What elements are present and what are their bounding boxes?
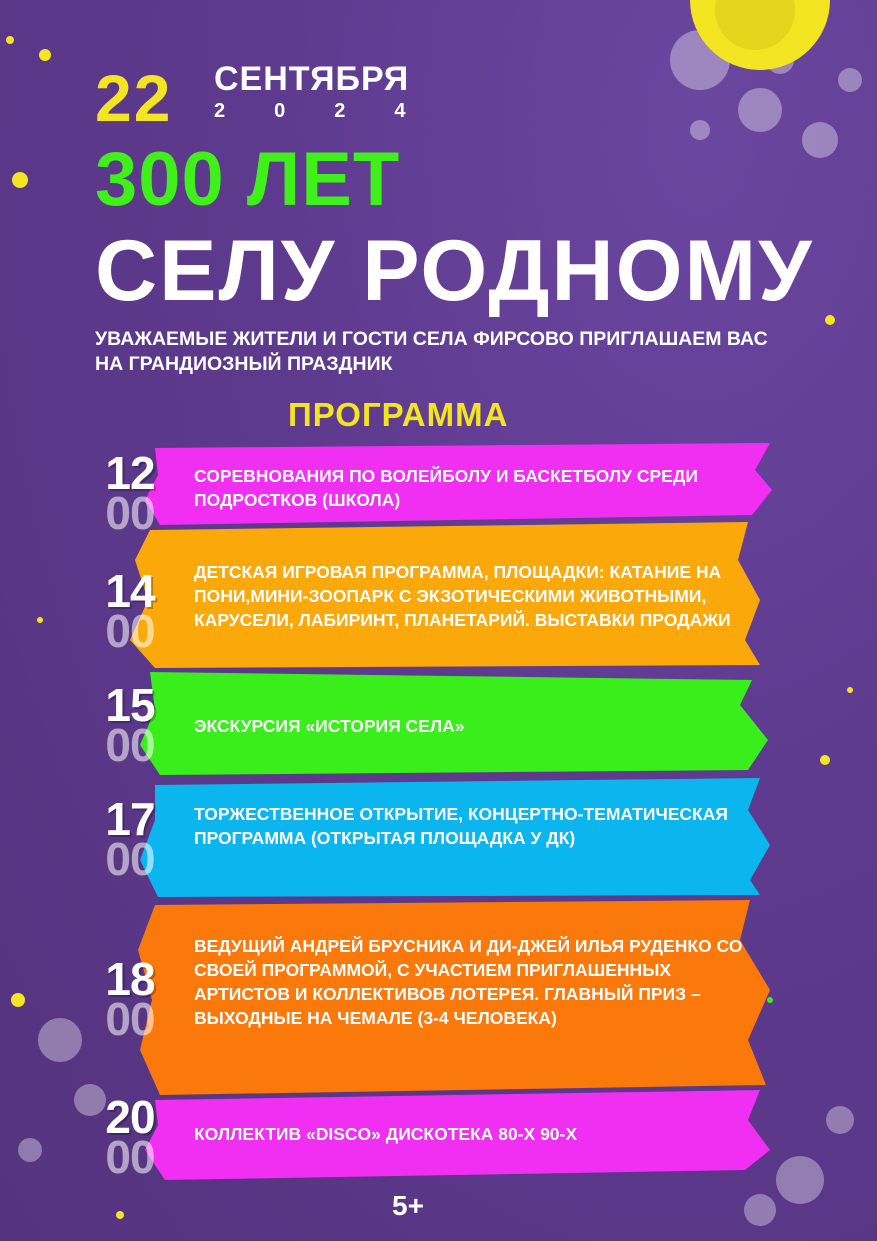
time-hour: 17 — [105, 793, 155, 845]
program-title: ПРОГРАММА — [288, 396, 509, 433]
time-slot-5 — [95, 953, 165, 1045]
time-hour: 12 — [105, 447, 155, 499]
time-slot-4 — [95, 793, 165, 885]
program-item-2: ДЕТСКАЯ ИГРОВАЯ ПРОГРАММА, ПЛОЩАДКИ: КАТАНИЕ НА ПОНИ,МИНИ-ЗООПАРК С ЭКЗОТИЧЕСКИМИ ЖИВОТНЫМИ, КАРУСЕЛИ, ЛАБИРИНТ, ПЛАНЕТАРИЙ. ВЫСТАВКИ ПРОДАЖИ — [194, 562, 731, 630]
time-minutes: 00 — [105, 719, 155, 771]
time-minutes: 00 — [105, 1131, 155, 1183]
program-item-5: ВЕДУЩИЙ АНДРЕЙ БРУСНИКА И ДИ-ДЖЕЙ ИЛЬЯ РУДЕНКО СО СВОЕЙ ПРОГРАММОЙ, С УЧАСТИЕМ ПРИГЛАШЕННЫХ АРТИСТОВ И КОЛЛЕКТИВОВ ЛОТЕРЕЯ. ГЛАВНЫЙ ПРИЗ – ВЫХОДНЫЕ НА ЧЕМАЛЕ (3-4 ЧЕЛОВЕКА) — [194, 936, 743, 1028]
time-slot-2 — [95, 565, 165, 657]
time-slot-3 — [95, 679, 165, 771]
event-year: 2024 — [214, 100, 455, 122]
program-item-1: СОРЕВНОВАНИЯ ПО ВОЛЕЙБОЛУ И БАСКЕТБОЛУ СРЕДИ ПОДРОСТКОВ (ШКОЛА) — [194, 466, 698, 510]
time-hour: 14 — [105, 565, 155, 617]
time-minutes: 00 — [105, 993, 155, 1045]
event-month: СЕНТЯБРЯ — [214, 60, 410, 98]
time-hour: 20 — [105, 1091, 155, 1143]
time-minutes: 00 — [105, 605, 155, 657]
event-day: 22 — [95, 61, 173, 135]
invitation-text: УВАЖАЕМЫЕ ЖИТЕЛИ И ГОСТИ СЕЛА ФИРСОВО ПРИГЛАШАЕМ ВАС НА ГРАНДИОЗНЫЙ ПРАЗДНИК — [95, 328, 768, 375]
time-slot-6 — [95, 1091, 165, 1183]
time-hour: 18 — [105, 953, 155, 1005]
time-slot-1 — [95, 447, 165, 539]
time-minutes: 00 — [105, 833, 155, 885]
time-hour: 15 — [105, 679, 155, 731]
age-rating: 5+ — [392, 1190, 424, 1221]
poster-title: СЕЛУ РОДНОМУ — [95, 223, 814, 319]
program-item-3: ЭКСКУРСИЯ «ИСТОРИЯ СЕЛА» — [194, 716, 465, 736]
program-item-4: ТОРЖЕСТВЕННОЕ ОТКРЫТИЕ, КОНЦЕРТНО-ТЕМАТИЧЕСКАЯ ПРОГРАММА (ОТКРЫТАЯ ПЛОЩАДКА У ДК) — [194, 804, 728, 848]
time-minutes: 00 — [105, 487, 155, 539]
anniversary-heading: 300 ЛЕТ — [95, 137, 401, 222]
program-item-6: КОЛЛЕКТИВ «DISCO» ДИСКОТЕКА 80-Х 90-Х — [194, 1124, 578, 1144]
